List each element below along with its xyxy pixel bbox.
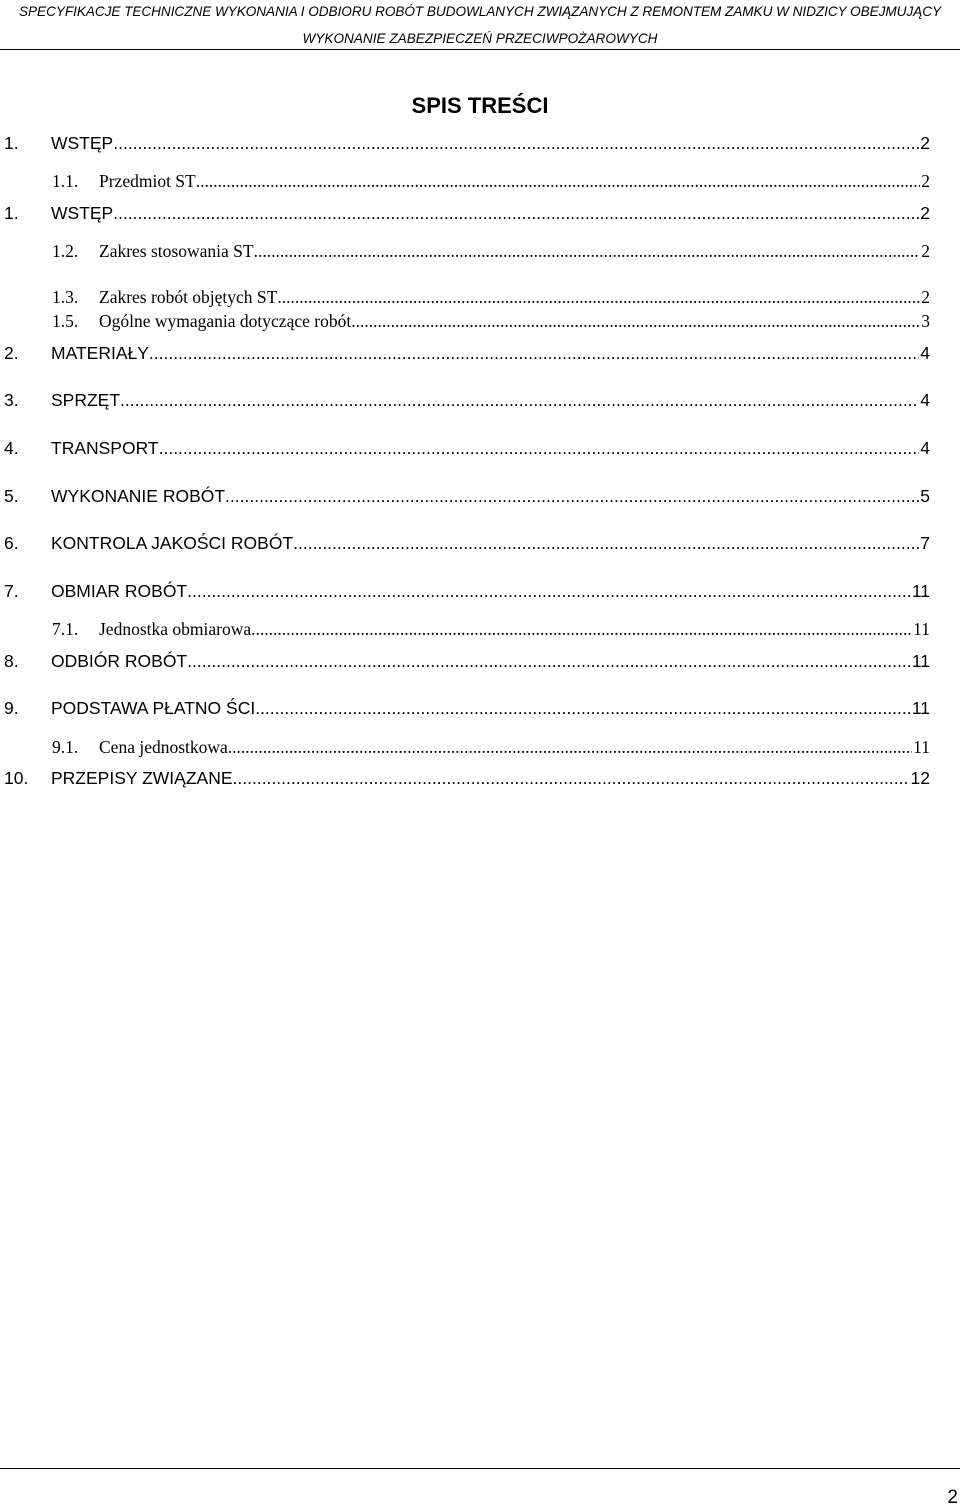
toc-dot-leader [187, 580, 911, 602]
toc-entry-title: WYKONANIE ROBÓT [51, 486, 226, 506]
toc-entry-page: 2 [921, 171, 930, 191]
toc-entry-title: Zakres robót objętych ST [99, 287, 278, 307]
toc-entry-number: 5. [4, 486, 19, 506]
toc-entry[interactable] [0, 170, 960, 192]
toc-entry-number: 9.1. [52, 737, 79, 757]
toc-entry[interactable] [0, 342, 960, 364]
toc-entry-page: 11 [911, 698, 930, 718]
toc-entry-title: TRANSPORT [51, 438, 159, 458]
toc-entry-page: 2 [920, 203, 930, 223]
toc-entry-number: 10. [4, 768, 29, 788]
toc-entry-number: 1.1. [52, 171, 79, 191]
toc-entry-number: 7.1. [52, 619, 79, 639]
toc-entry-title: SPRZĘT [51, 390, 121, 410]
toc-entry-page: 2 [921, 287, 930, 307]
toc-entry-page: 11 [913, 619, 930, 639]
toc-entry-page: 4 [920, 343, 930, 363]
toc-entry-title: Cena jednostkowa [99, 737, 228, 757]
toc-dot-leader [277, 286, 920, 308]
toc-entry[interactable] [0, 437, 960, 459]
toc-entry-page: 4 [920, 390, 930, 410]
toc-entry[interactable] [0, 618, 960, 640]
toc-dot-leader [187, 650, 911, 672]
toc-entry-number: 9. [4, 698, 19, 718]
toc-dot-leader [351, 310, 920, 332]
toc-entry-title: ODBIÓR ROBÓT [51, 651, 188, 671]
toc-dot-leader [159, 437, 920, 459]
toc-dot-leader [251, 618, 912, 640]
toc-entry-title: PRZEPISY ZWIĄZANE [51, 768, 233, 788]
toc-entry[interactable] [0, 767, 960, 789]
toc-entry[interactable] [0, 532, 960, 554]
page-number: 2 [947, 1487, 958, 1508]
toc-dot-leader [149, 342, 919, 364]
toc-entry-title: Zakres stosowania ST [99, 241, 254, 261]
toc-entry-page: 11 [911, 651, 930, 671]
toc-dot-leader [233, 767, 910, 789]
toc-entry-title: WSTĘP [51, 203, 114, 223]
toc-entry-title: KONTROLA JAKOŚCI ROBÓT [51, 533, 294, 553]
toc-entry-number: 1.2. [52, 241, 79, 261]
toc-entry-title: WSTĘP [51, 133, 114, 153]
toc-entry-title: Jednostka obmiarowa [99, 619, 252, 639]
toc-entry-page: 3 [921, 311, 930, 331]
toc-entry-title: MATERIAŁY [51, 343, 149, 363]
toc-entry-page: 7 [920, 533, 930, 553]
toc-entry-number: 7. [4, 581, 19, 601]
toc-entry[interactable] [0, 202, 960, 224]
toc-entry-page: 11 [911, 581, 930, 601]
toc-entry-number: 3. [4, 390, 19, 410]
toc-entry[interactable] [0, 736, 960, 758]
toc-entry-page: 2 [921, 241, 930, 261]
toc-entry-title: Ogólne wymagania dotyczące robót [99, 311, 352, 331]
toc-dot-leader [196, 170, 921, 192]
toc-entry-page: 11 [913, 737, 930, 757]
header-title-line-2: WYKONANIE ZABEZPIECZEŃ PRZECIWPOŻAROWYCH [302, 31, 658, 46]
toc-entry[interactable] [0, 310, 960, 332]
toc-entry-number: 1. [4, 133, 19, 153]
toc-entry-page: 4 [920, 438, 930, 458]
toc-entry[interactable] [0, 132, 960, 154]
toc-entry-page: 12 [910, 768, 930, 788]
toc-entry[interactable] [0, 286, 960, 308]
toc-entry[interactable] [0, 389, 960, 411]
toc-entry-page: 5 [920, 486, 930, 506]
toc-entry-number: 6. [4, 533, 19, 553]
toc-entry[interactable] [0, 240, 960, 262]
toc-dot-leader [225, 485, 919, 507]
header-title-line-1: SPECYFIKACJE TECHNICZNE WYKONANIA I ODBIORU ROBÓT BUDOWLANYCH ZWIĄZANYCH Z REMONTEM ZAMKU W NIDZICY OBEJMUJĄCY [19, 4, 941, 19]
toc-dot-leader [228, 736, 912, 758]
toc-title: SPIS TREŚCI [411, 93, 549, 118]
toc-entry[interactable] [0, 580, 960, 602]
toc-entry-number: 1.5. [52, 311, 79, 331]
toc-entry[interactable] [0, 650, 960, 672]
toc-entry-number: 4. [4, 438, 19, 458]
toc-entry-number: 2. [4, 343, 19, 363]
toc-entry-title: OBMIAR ROBÓT [51, 581, 188, 601]
toc-dot-leader [113, 132, 919, 154]
toc-entry[interactable] [0, 697, 960, 719]
toc-entry[interactable] [0, 485, 960, 507]
page-header [0, 0, 960, 50]
toc-dot-leader [254, 240, 921, 262]
toc-dot-leader [255, 697, 911, 719]
toc-entry-title: Przedmiot ST [99, 171, 196, 191]
toc-dot-leader [293, 532, 919, 554]
toc-dot-leader [120, 389, 919, 411]
toc-dot-leader [113, 202, 919, 224]
footer-divider [0, 1468, 960, 1469]
toc-entry-number: 1.3. [52, 287, 79, 307]
toc-entry-page: 2 [920, 133, 930, 153]
toc-entry-number: 8. [4, 651, 19, 671]
toc-entry-number: 1. [4, 203, 19, 223]
toc-entry-title: PODSTAWA PŁATNO ŚCI [51, 698, 256, 718]
